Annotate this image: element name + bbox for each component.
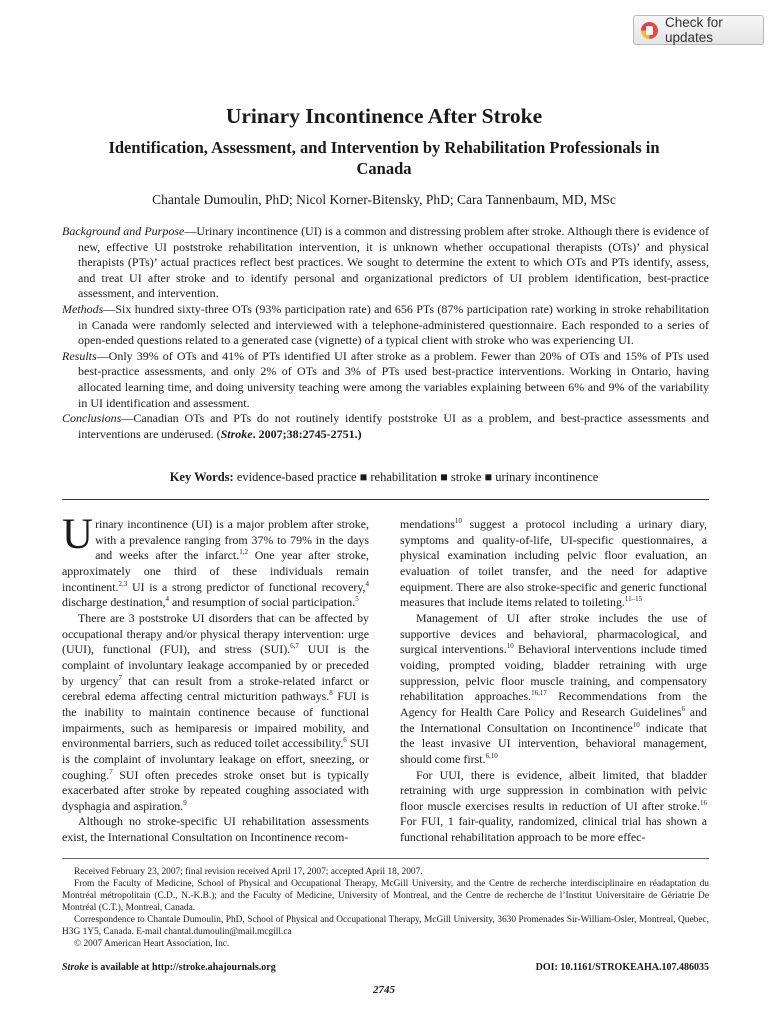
check-for-updates-button[interactable] bbox=[633, 15, 764, 45]
keyword: stroke bbox=[450, 470, 482, 484]
journal-name: Stroke bbox=[62, 962, 89, 973]
abstract bbox=[62, 224, 709, 442]
footnotes bbox=[62, 866, 709, 950]
body-text: UI is a strong predictor of functional recovery, bbox=[127, 579, 366, 594]
body-text: rinary incontinence (UI) is a major problem after stroke, with a prevalence ranging from 37% to 79% in the days and weeks after the infarct. bbox=[95, 517, 369, 563]
abstract-text: —Urinary incontinence (UI) is a common and distressing problem after stroke. Although there is evidence of new, effective UI poststroke rehabilitation intervention, it is unknown whether occupational therapists (OTs)’ and physical therapists (PTs)’ actual practices reflect best practices. We sought to determine the extent to which OTs and PTs identify, assess, and treat UI after stroke and to identify personal and organizational predictors of UI problem identification, best-practice assessment, and intervention. bbox=[78, 224, 710, 301]
keyword-separator: ■ bbox=[484, 470, 493, 484]
abstract-text: —Only 39% of OTs and 41% of PTs identified UI after stroke as a problem. Fewer than 20% of OTs and 15% of PTs used best-practice assessments, and only 2% of OTs and 3% of PTs used best-practice interventions. Working in Ontario, having allocated learning time, and doing university teaching were among the variables explaining between 6% and 9% of the variability in UI identification and assessment. bbox=[78, 348, 709, 410]
keywords bbox=[0, 470, 768, 485]
keyword: rehabilitation bbox=[370, 470, 438, 484]
body-column-left bbox=[62, 511, 370, 846]
body-paragraph bbox=[400, 611, 707, 768]
page-number: 2745 bbox=[373, 984, 395, 996]
body-text: and resumption of social participation. bbox=[168, 595, 356, 610]
journal-url-text: is available at http://stroke.ahajournals.org bbox=[88, 962, 276, 973]
body-text: For UUI, there is evidence, albeit limited, that bladder retraining with urge suppression in combination with pelvic floor muscle exercises results in reduction of UI after stroke. bbox=[400, 767, 707, 813]
keyword: urinary incontinence bbox=[495, 470, 599, 484]
body-text: For FUI, 1 fair-quality, randomized, clinical trial has shown a functional rehabilitation approach to be more effec- bbox=[400, 814, 707, 845]
body-paragraph bbox=[62, 611, 369, 815]
journal-url bbox=[62, 962, 276, 973]
body-paragraph: Although no stroke-specific UI rehabilitation assessments exist, the International Consultation on Incontinence recom- bbox=[62, 814, 369, 845]
citation-ref: 7 bbox=[109, 767, 113, 776]
footnote: Correspondence to Chantale Dumoulin, PhD, School of Physical and Occupational Therapy, McGill University, 3630 Promenades Sir-William-Osler, Montreal, Quebec, H3G 1Y5, Canada. E-mail chantal.dumoulin@mail.mcgill.ca bbox=[62, 915, 709, 937]
body-text: Management of UI after stroke includes the use of supportive devices and behavioral, pharmacological, and surgical interventions. bbox=[400, 610, 707, 657]
citation-ref: 8 bbox=[329, 689, 333, 698]
keyword: evidence-based practice bbox=[236, 470, 357, 484]
citation-ref: 4 bbox=[165, 595, 169, 604]
citation-ref: 6 bbox=[343, 736, 347, 745]
keyword-separator: ■ bbox=[440, 470, 448, 484]
citation-ref: 16,17 bbox=[531, 689, 547, 698]
body-paragraph bbox=[400, 517, 707, 611]
body-text: suggest a protocol including a urinary diary, symptoms and quality-of-life, UI-specific questionnaires, a physical examination including pelvic floor evaluation, an evaluation of toilet transfer, and the need for adaptive equipment. There are also stroke-specific and generic functional measures that include items related to toileting. bbox=[400, 517, 707, 610]
abstract-conclusions bbox=[62, 411, 709, 442]
citation-ref: 6,7 bbox=[290, 642, 299, 651]
abstract-methods bbox=[62, 302, 709, 349]
citation-rest: . 2007;38:2745-2751.) bbox=[252, 426, 362, 441]
citation-ref: 4 bbox=[365, 579, 369, 588]
doi: DOI: 10.1161/STROKEAHA.107.486035 bbox=[535, 962, 709, 973]
footnote-divider bbox=[62, 858, 709, 859]
body-text: SUI is the complaint of involuntary leakage on effort, sneezing, or coughing. bbox=[62, 736, 369, 782]
citation-ref: 10 bbox=[632, 720, 640, 729]
abstract-results bbox=[62, 349, 709, 411]
article-title: Urinary Incontinence After Stroke bbox=[225, 104, 543, 128]
body-text: mendations bbox=[400, 517, 455, 531]
abstract-text: —Canadian OTs and PTs do not routinely identify poststroke UI as a problem, and best-practice assessments and interventions are underused. ( bbox=[78, 411, 709, 441]
body-text: that can result from a stroke-related infarct or cerebral edema affecting central micturition pathways. bbox=[62, 673, 370, 704]
body-text: and the International Consultation on Incontinence bbox=[400, 704, 707, 735]
abstract-background bbox=[62, 224, 709, 302]
citation-ref: 1,2 bbox=[239, 548, 248, 557]
abstract-label: Results bbox=[62, 348, 97, 363]
keywords-label: Key Words: bbox=[169, 470, 234, 484]
citation-ref: 9 bbox=[183, 798, 187, 807]
citation-ref: 10 bbox=[506, 642, 514, 651]
footnote: Received February 23, 2007; final revision received April 17, 2007; accepted April 18, 2007. bbox=[74, 867, 423, 877]
body-column-right bbox=[400, 517, 707, 846]
citation-ref: 5 bbox=[355, 595, 359, 604]
abstract-label: Conclusions bbox=[62, 411, 122, 426]
citation-ref: 6,10 bbox=[485, 751, 498, 760]
abstract-label: Methods bbox=[62, 301, 104, 316]
body-paragraph bbox=[62, 511, 369, 611]
citation-ref: 2,3 bbox=[118, 579, 128, 588]
body-text: One year after stroke, approximately one third of these individuals remain incontinent. bbox=[62, 548, 369, 594]
keyword-separator: ■ bbox=[359, 470, 368, 484]
body-text: UUI is the complaint of involuntary leakage accompanied by or preceded by urgency bbox=[62, 642, 370, 688]
citation-ref: 7 bbox=[118, 673, 122, 682]
body-text: There are 3 poststroke UI disorders that can be affected by occupational therapy and/or physical therapy intervention: urge (UUI), functional (FUI), and stress (SUI). bbox=[62, 610, 369, 657]
body-text: SUI often precedes stroke onset but is typically exacerbated after stroke by repeated coughing associated with dysphagia and aspiration. bbox=[62, 767, 369, 813]
body-paragraph bbox=[400, 768, 707, 846]
footnote: © 2007 American Heart Association, Inc. bbox=[74, 939, 230, 949]
drop-cap: U bbox=[62, 511, 94, 558]
body-text: indicate that the least invasive UI intervention, behavioral management, should come first. bbox=[400, 720, 707, 766]
section-divider bbox=[62, 499, 709, 500]
abstract-label: Background and Purpose bbox=[62, 224, 185, 238]
body-text: discharge destination, bbox=[62, 595, 166, 610]
check-for-updates-icon bbox=[641, 22, 658, 39]
check-for-updates-label: Check for updates bbox=[665, 15, 723, 45]
journal-availability bbox=[62, 962, 709, 973]
citation-ref: 6 bbox=[681, 704, 685, 713]
body-text: FUI is the inability to maintain continence because of functional impairments, such as hemiparesis or impaired mobility, and environmental barriers, such as reduced toilet accessibility. bbox=[62, 689, 369, 751]
citation-ref: 11–15 bbox=[624, 595, 643, 604]
body-text: Behavioral interventions include timed voiding, prompted voiding, bladder retraining with urge suppression, pelvic floor muscle training, and compensatory rehabilitation approaches. bbox=[400, 642, 707, 704]
footnote: From the Faculty of Medicine, School of Physical and Occupational Therapy, McGill University, and the Centre de recherche interdisciplinaire en réadaptation du Montréal métropolitain (C.D., N.-K.B.); and the Faculty of Medicine, University of Montreal, and the Centre de recherche de l’Institut Universitaire de Gériatrie De Montréal (C.T.), Montreal, Canada. bbox=[62, 879, 709, 913]
body-text: Recommendations from the Agency for Health Care Policy and Research Guidelines bbox=[400, 689, 707, 719]
abstract-text: —Six hundred sixty-three OTs (93% participation rate) and 656 PTs (87% participation rate) working in stroke rehabilitation in Canada were randomly selected and interviewed with a telephone-administered questionnaire. Each responded to a series of open-ended questions related to a generated case (vignette) of a typical client with stroke who was experiencing UI. bbox=[78, 301, 709, 348]
article-subtitle: Identification, Assessment, and Intervention by Rehabilitation Professionals in Canada bbox=[108, 138, 660, 178]
citation-ref: 10 bbox=[454, 517, 462, 526]
citation-journal: Stroke bbox=[220, 426, 253, 441]
author-list: Chantale Dumoulin, PhD; Nicol Korner-Bitensky, PhD; Cara Tannenbaum, MD, MSc bbox=[152, 192, 616, 207]
citation-ref: 16 bbox=[700, 798, 707, 807]
